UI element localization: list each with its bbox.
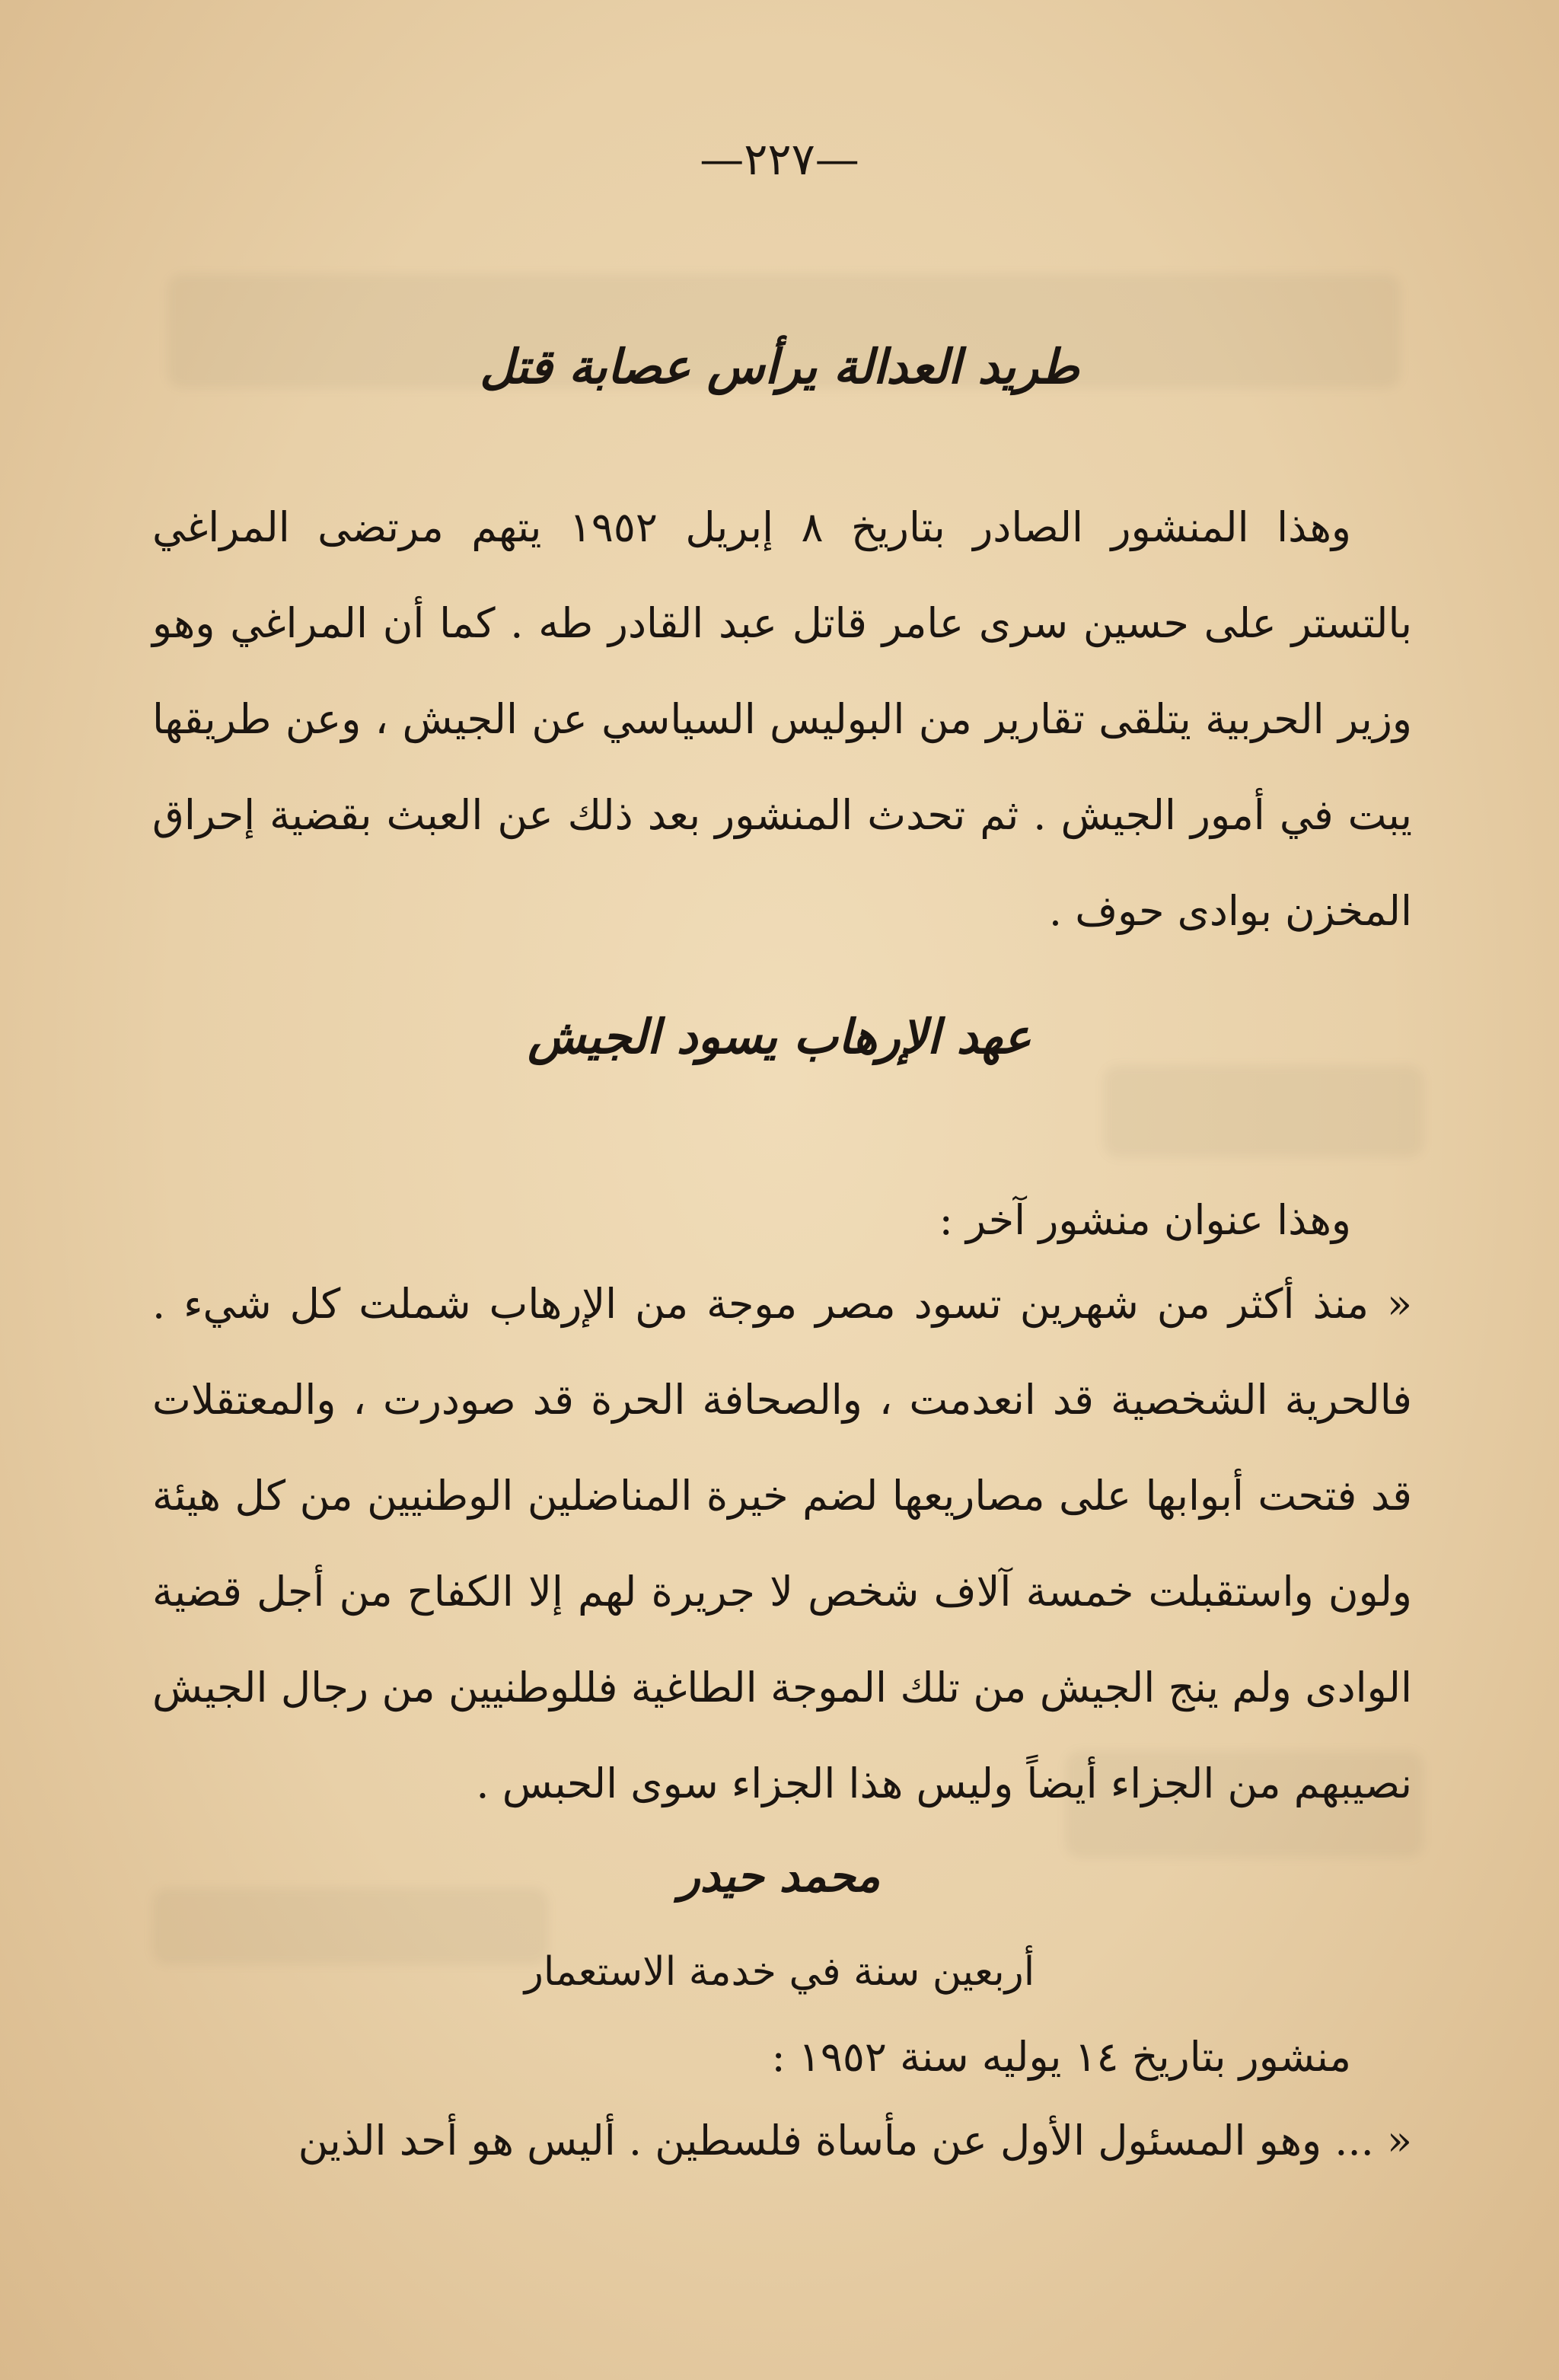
text-line: « ... وهو المسئول الأول عن مأساة فلسطين . أليس هو أحد الذين [298, 2117, 1412, 2165]
author-name: محمد حيدر [678, 1850, 881, 1902]
book-title: أربعين سنة في خدمة الاستعمار [524, 1949, 1035, 1995]
quoted-paragraph: « منذ أكثر من شهرين تسود مصر موجة من الإرهاب شملت كل شيء . فالحرية الشخصية قد انعدمت ، والصحافة الحرة قد صودرت ، والمعتقلات قد فتحت أبوابها على مصاريعها لضم خيرة المناضلين الوطنيين من كل هيئة ولون واستقبلت خمسة آلاف شخص لا جريرة لهم إلا الكفاح من أجل قضية الوادى ولم ينج الجيش من تلك الموجة الطاغية فللوطنيين من رجال الجيش نصيبهم من الجزاء أيضاً وليس هذا الجزاء سوى الحبس . [152, 1280, 1412, 1807]
paragraph: وهذا المنشور الصادر بتاريخ ٨ إبريل ١٩٥٢ يتهم مرتضى المراغي بالتستر على حسين سرى عامر قاتل عبد القادر طه . كما أن المراغي وهو وزير الحربية يتلقى تقارير من البوليس السياسي عن الجيش ، وعن طريقها يبت في أمور الجيش . ثم تحدث المنشور بعد ذلك عن العبث بقضية إحراق المخزن بوادى حوف . [152, 503, 1412, 935]
text-line: منشور بتاريخ ١٤ يوليه سنة ١٩٥٢ : [771, 2033, 1351, 2081]
section-heading: عهد الإرهاب يسود الجيش [528, 1009, 1031, 1064]
section-heading: طريد العدالة يرأس عصابة قتل [480, 339, 1079, 394]
page-number: —٢٢٧— [700, 133, 859, 185]
paragraph: وهذا عنوان منشور آخر : [939, 1196, 1351, 1244]
bleed-through-texture [1104, 1066, 1424, 1157]
